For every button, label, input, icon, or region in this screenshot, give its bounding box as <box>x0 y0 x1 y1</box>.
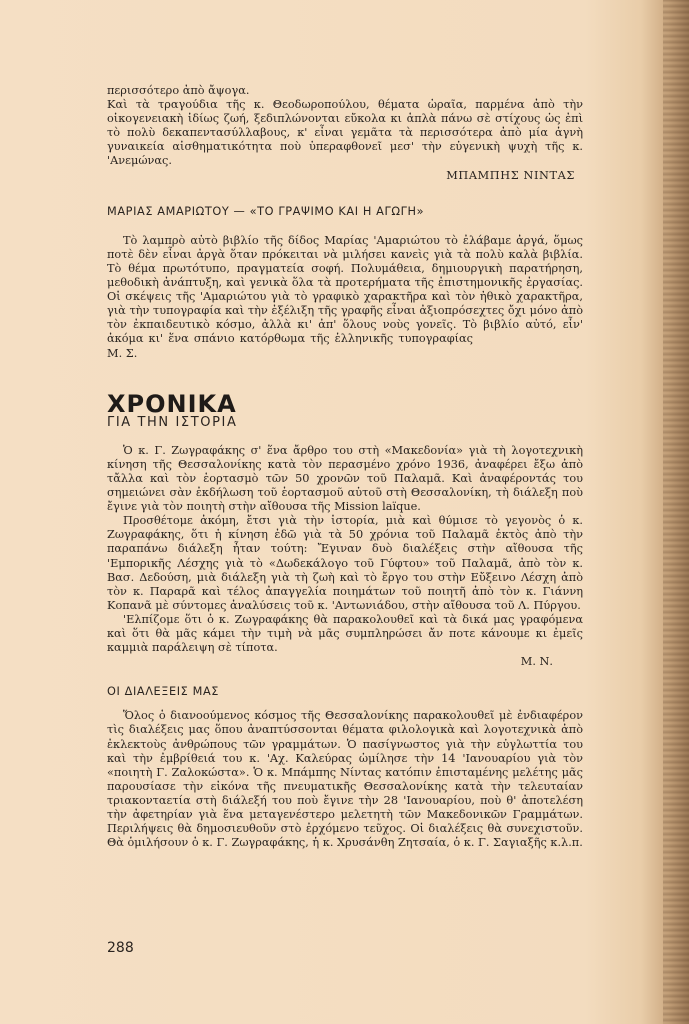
review2-heading: ΜΑΡΙΑΣ ΑΜΑΡΙΩΤΟΥ — «ΤΟ ΓΡΑΨΙΜΟ ΚΑΙ Η ΑΓΩΓΗ» <box>107 204 425 218</box>
section-title: ΧΡΟΝΙΚΑ <box>107 389 237 418</box>
article-body <box>107 84 583 850</box>
section-subtitle: ΓΙΑ ΤΗΝ ΙΣΤΟΡΙΑ <box>107 414 238 430</box>
review2-text: Τὸ λαμπρὸ αὐτὸ βιβλίο τῆς δίδος Μαρίας 'Αμαριώτου τὸ ἐλάβαμε ἀργά, ὅμως ποτὲ δὲν εἶναι ἀργὰ ὅταν πρόκειται νὰ μιλήσει κανεὶς γιὰ τὰ πολὺ καλὰ βιβλία. Τὸ θέμα πρωτότυπο, πραγματεία σοφή. Πολυμάθεια, δημιουργικὴ παρατήρηση, μεθοδικὴ ἀνάπτυξη, καὶ γενικὰ ὅλα τὰ προτερήματα τῆς ἐπιστημονικῆς ἐργασίας. Οἱ σκέψεις τῆς 'Αμαριώτου γιὰ τὸ γραφικὸ χαρακτῆρα καὶ τὸν ἠθικὸ χαρακτῆρα, γιὰ τὴν τυπογραφία καὶ τὴν ἐξέλιξη τῆς γραφῆς εἶναι ἀξιοπρόσεχτες ὄχι μόνο ἀπὸ τὸν ἐκπαιδευτικὸ κόσμο, ἀλλὰ κι' ἀπ' ὅλους νοὺς γονεῖς. Τὸ βιβλίο αὐτό, εἶν' ἀκόμα κι' ἕνα σπάνιο κατόρθωμα τῆς ἑλληνικῆς τυπογραφίας <box>107 233 583 346</box>
review2-paragraph <box>107 234 583 361</box>
history-paragraph-3: 'Ελπίζομε ὅτι ὁ κ. Ζωγραφάκης θὰ παρακολουθεῖ καὶ τὰ δικά μας γραφόμενα καὶ ὅτι θὰ μᾶς κάμει τὴν τιμὴ νὰ μᾶς συμπληρώσει ἄν ποτε κάνουμε κι ἐμεῖς καμμιὰ παράλειψη σὲ τίποτα. <box>107 612 583 655</box>
review1-paragraph: Καὶ τὰ τραγούδια τῆς κ. Θεοδωροπούλου, θέματα ὡραῖα, παρμένα ἀπὸ τὴν οἰκογενειακὴ ἰδίως ζωή, ξεδιπλώνονται εὔκολα κι ἁπλὰ πάνω σὲ στίχους ὡς ἐπὶ τὸ πολὺ δεκαπεντασύλλαβους, κ' εἶναι γεμᾶτα τὰ περισσότερα ἀπὸ μία ἁγνὴ γυναικεία αἰσθηματικότητα ποὺ ὑπεραφθονεῖ μεσ' τὴν εὐγενικὴ ψυχὴ τῆς κ. 'Ανεμώνας. <box>107 98 583 168</box>
review1-line-1: περισσότερο ἀπὸ ἄψογα. <box>107 84 250 97</box>
page-number: 288 <box>107 940 134 956</box>
history-paragraph-1: Ὁ κ. Γ. Ζωγραφάκης σ' ἕνα ἄρθρο του στὴ «Μακεδονία» γιὰ τὴ λογοτεχνικὴ κίνηση τῆς Θεσσαλονίκης κατὰ τὸν περασμένο χρόνο 1936, ἀναφέρει ἔξω ἀπὸ τἄλλα καὶ τὸν ἑορτασμὸ τῶν 50 χρονῶν τοῦ Παλαμᾶ. Καὶ ἀναφέροντάς του σημειώνει σὰν ἐκδήλωση τοῦ ἑορτασμοῦ αὐτοῦ στὴ Θεσσαλονίκη, τὴ διάλεξη ποὺ ἔγινε γιὰ τὸν ποιητὴ στὴν αἴθουσα τῆς Mission laïque. <box>107 443 583 514</box>
review1-signature: ΜΠΑΜΠΗΣ ΝΙΝΤΑΣ <box>446 168 575 182</box>
history-signature: Μ. Ν. <box>520 655 553 669</box>
review2-signature: Μ. Σ. <box>107 346 138 360</box>
lectures-paragraph: Ὅλος ὁ διανοούμενος κόσμος τῆς Θεσσαλονίκης παρακολουθεῖ μὲ ἐνδιαφέρον τὶς διαλέξεις μας ὅπου ἀναπτύσσονται θέματα φιλολογικὰ καὶ λογοτεχνικὰ ἀπὸ ἐκλεκτοὺς ἀνθρώπους τῶν γραμμάτων. Ὁ πασίγνωστος γιὰ τὴν εὐγλωττία του καὶ τὴν ἐμβρίθειά του κ. 'Αχ. Καλεύρας ὡμίλησε τὴν 14 'Ιανουαρίου γιὰ τὸν «ποιητὴ Γ. Ζαλοκώστα». Ὁ κ. Μπάμπης Νίντας κατόπιν ἐπισταμένης μελέτης μᾶς παρουσίασε τὴν εἰκόνα τῆς πνευματικῆς Θεσσαλονίκης κατὰ τὴν τελευταίαν τριακονταετία στὴ διάλεξή του ποὺ ἔγινε τὴν 28 'Ιανουαρίου, ποὺ θ' ἀποτελέση τὴν ἀφετηρίαν γιὰ ἕνα μεταγενέστερο μελετητὴ τῶν Μακεδονικῶν Γραμμάτων. Περιλήψεις θὰ δημοσιευθοῦν στὸ ἐρχόμενο τεῦχος. Οἱ διαλέξεις θὰ συνεχιστοῦν. Θὰ ὁμιλήσουν ὁ κ. Γ. Ζωγραφάκης, ἡ κ. Χρυσάνθη Ζητσαία, ὁ κ. Γ. Σαγιαξῆς κ.λ.π. <box>107 709 583 850</box>
lectures-heading: ΟΙ ΔΙΑΛΕΞΕΙΣ ΜΑΣ <box>107 685 220 699</box>
history-paragraph-2: Προσθέτομε ἀκόμη, ἔτσι γιὰ τὴν ἱστορία, μιὰ καὶ θύμισε τὸ γεγονὸς ὁ κ. Ζωγραφάκης, ὅτι ἡ κίνηση ἐδῶ γιὰ τὰ 50 χρόνια τοῦ Παλαμᾶ ἐκτὸς ἀπὸ τὴν παραπάνω διάλεξη ἦταν τούτη: Ἔγιναν δυὸ διαλέξεις στὴν αἴθουσα τῆς 'Εμπορικῆς Λέσχης γιὰ τὸ «Δωδεκάλογο τοῦ Γύφτου» τοῦ Παλαμᾶ, ἀπὸ τὸν κ. Βασ. Δεδούση, μιὰ διάλεξη γιὰ τὴ ζωὴ καὶ τὸ ἔργο του στὴν Εὔξεινο Λέσχη ἀπὸ τὸν κ. Παραρᾶ καὶ τέλος ἀπαγγελία ποιημάτων τοῦ ποιητῆ ἀπὸ τὸν κ. Γιάννη Κοπανᾶ μὲ σύντομες ἀναλύσεις τοῦ κ. 'Αντωνιάδου, στὴν αἴθουσα τοῦ Λ. Πύργου. <box>107 514 583 612</box>
page-binding-edge <box>663 0 689 1024</box>
